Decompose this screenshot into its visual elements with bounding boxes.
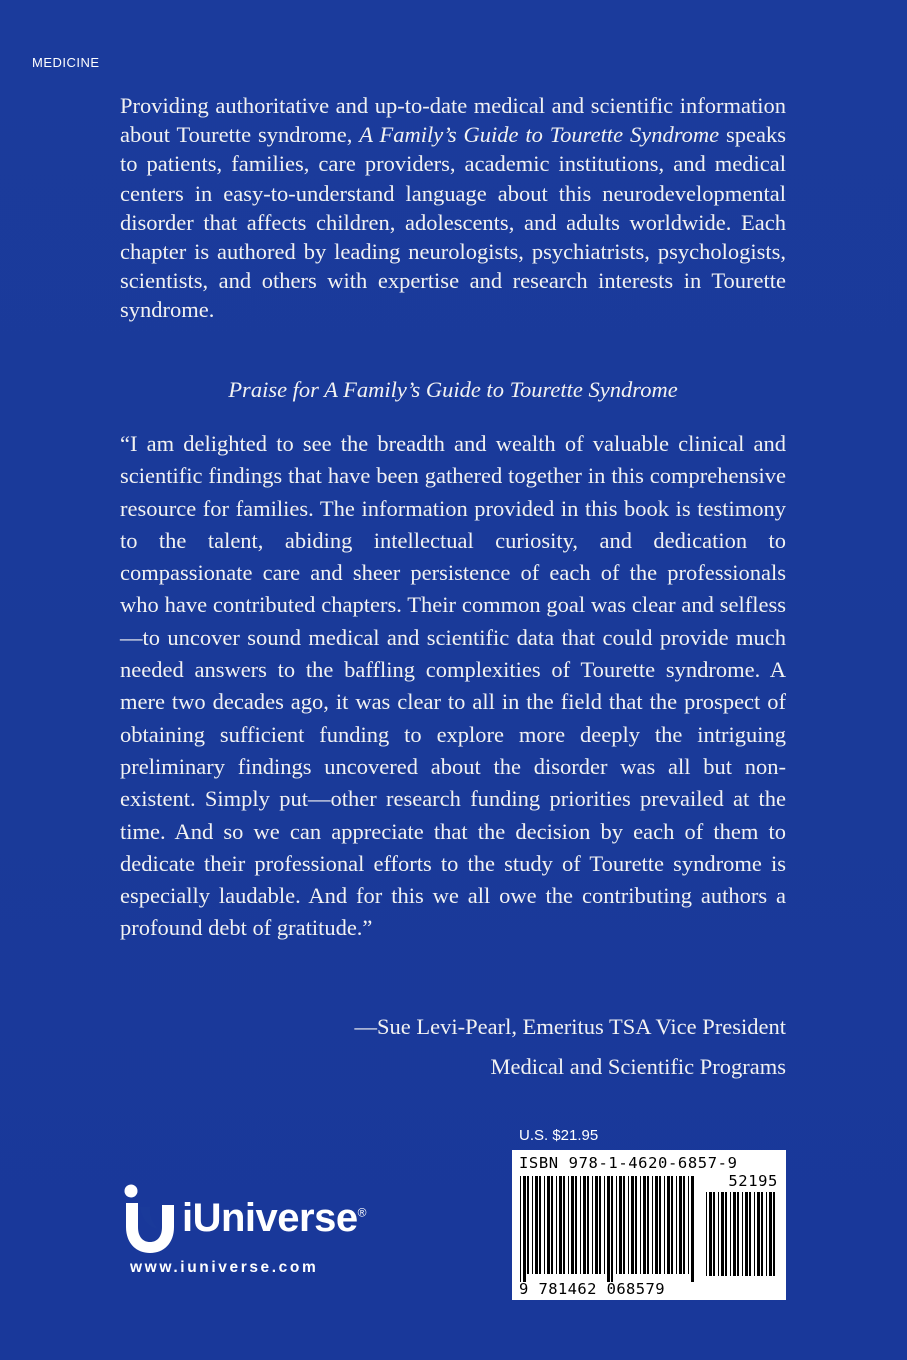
barcode-bar <box>547 1176 550 1274</box>
barcode-bar <box>563 1176 565 1274</box>
barcode-bar <box>635 1176 637 1274</box>
barcode-bar <box>671 1176 673 1274</box>
category-label: MEDICINE <box>32 55 100 70</box>
barcode-bar <box>571 1176 574 1274</box>
barcode-bar <box>691 1176 694 1282</box>
blurb-book-title: A Family’s Guide to Tourette Syndrome <box>359 122 720 148</box>
isbn-number: ISBN 978-1-4620-6857-9 <box>519 1154 738 1172</box>
barcode-bar <box>709 1192 712 1276</box>
barcode-bar <box>737 1192 739 1276</box>
quote-attribution-name: —Sue Levi-Pearl, Emeritus TSA Vice President <box>354 1014 786 1039</box>
barcode-bar <box>559 1176 562 1274</box>
book-blurb <box>120 91 786 325</box>
barcode-bar <box>713 1192 715 1276</box>
isbn-barcode <box>512 1150 786 1300</box>
barcode-bar <box>631 1176 634 1274</box>
barcode-bar <box>583 1176 586 1274</box>
barcode-bar <box>520 1176 521 1282</box>
price-code: 52195 <box>728 1172 778 1190</box>
barcode-bar <box>607 1176 610 1282</box>
barcode-bar <box>742 1192 743 1276</box>
barcode-bar <box>667 1176 670 1274</box>
barcode-bar <box>766 1192 767 1276</box>
barcode-bar <box>664 1176 665 1274</box>
barcode-bar <box>761 1192 763 1276</box>
barcode-bar <box>769 1192 772 1276</box>
ean-digits: 9 781462 068579 <box>519 1280 665 1298</box>
barcode-bar <box>628 1176 629 1274</box>
barcode-bar <box>733 1192 736 1276</box>
barcode-bar <box>676 1176 677 1274</box>
barcode-bar <box>599 1176 601 1274</box>
barcode-bar <box>679 1176 682 1274</box>
barcode-bar <box>757 1192 760 1276</box>
barcode-bar <box>725 1192 727 1276</box>
publisher-logo <box>118 1183 408 1283</box>
iuniverse-logo-icon <box>118 1183 178 1255</box>
barcode-bar <box>535 1176 538 1274</box>
barcode-bar <box>623 1176 625 1274</box>
barcode-bar <box>587 1176 589 1274</box>
barcode-bar <box>640 1176 641 1274</box>
barcode-bar <box>652 1176 653 1274</box>
addon-barcode-bars <box>706 1192 776 1284</box>
barcode-bar <box>745 1192 748 1276</box>
barcode-bar <box>688 1176 689 1274</box>
barcode-bar <box>604 1176 605 1274</box>
price-label: U.S. $21.95 <box>519 1127 599 1144</box>
barcode-bar <box>523 1176 526 1282</box>
barcode-bar <box>580 1176 581 1274</box>
blurb-text-2: speaks to patients, families, care providers, academic institutions, and medical centers in easy-to-understand language about this neurodevelopmental disorder that affects children, adolescents, and adults worldwide. Each chapter is authored by leading neurologists, psychiatrists, psychologists, scientists, and others with expertise and research interests in Tourette syndrome. <box>120 122 786 323</box>
barcode-bar <box>575 1176 577 1274</box>
barcode-bar <box>532 1176 533 1274</box>
barcode-bar <box>659 1176 661 1274</box>
barcode-bar <box>643 1176 646 1274</box>
barcode-bar <box>706 1192 707 1276</box>
barcode-bar <box>611 1176 613 1282</box>
barcode-bar <box>556 1176 557 1274</box>
barcode-bar <box>721 1192 724 1276</box>
ean-barcode-bars <box>520 1176 696 1282</box>
praise-quote: “I am delighted to see the breadth and wealth of valuable clinical and scientific findings that have been gathered together in this comprehensive resource for families. The information provided in this book is testimony to the talent, abiding intellectual curiosity, and dedication to compassionate care and sheer persistence of each of the professionals who have contributed chapters. Their common goal was clear and selfless—to uncover sound medical and scientific data that could provide much needed answers to the baffling complexities of Tourette syndrome. A mere two decades ago, it was clear to all in the field that the prospect of obtaining sufficient funding to explore more deeply the intriguing preliminary findings uncovered about the disorder was all but non-existent. Simply put—other research funding priorities prevailed at the time. And so we can appreciate that the decision by each of them to dedicate their professional efforts to the study of Tourette syndrome is especially laudable. And for this we all owe the contributing authors a profound debt of gratitude.” <box>120 431 786 941</box>
barcode-bar <box>568 1176 569 1274</box>
quote-attribution-title: Medical and Scientific Programs <box>490 1054 786 1079</box>
barcode-bar <box>655 1176 658 1274</box>
blurb-text-1: Providing authoritative and up-to-date medical and scientific information about Tourette syndrome, <box>120 93 786 148</box>
barcode-bar <box>592 1176 593 1274</box>
publisher-url: www.iuniverse.com <box>130 1259 319 1276</box>
barcode-bar <box>749 1192 751 1276</box>
praise-heading: Praise for A Family’s Guide to Tourette Syndrome <box>228 377 678 402</box>
barcode-bar <box>595 1176 598 1274</box>
barcode-bar <box>773 1192 775 1276</box>
barcode-bar <box>718 1192 719 1276</box>
barcode-bar <box>683 1176 685 1274</box>
barcode-bar <box>730 1192 731 1276</box>
publisher-name: iUniverse® <box>182 1196 366 1240</box>
barcode-bar <box>551 1176 553 1274</box>
barcode-bar <box>754 1192 755 1276</box>
barcode-bar <box>544 1176 545 1274</box>
barcode-bar <box>619 1176 622 1274</box>
barcode-bar <box>616 1176 617 1274</box>
barcode-bar <box>647 1176 649 1274</box>
barcode-bar <box>527 1176 529 1274</box>
barcode-bar <box>539 1176 541 1274</box>
